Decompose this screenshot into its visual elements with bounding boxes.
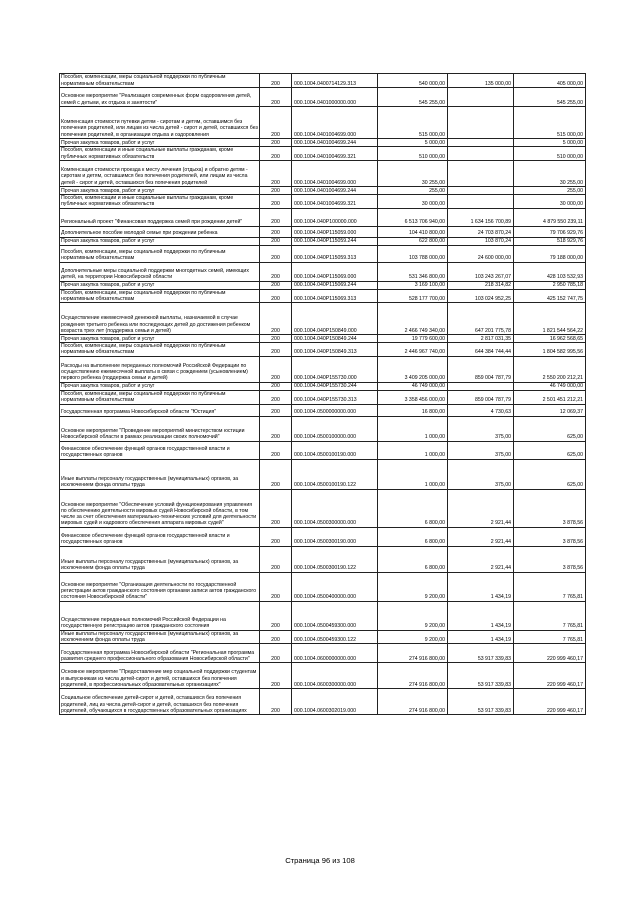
row-remaining-amount-cell: 1 804 582 995,56 [514,343,586,357]
row-admin-code-cell: 200 [260,161,292,187]
row-executed-amount-cell [448,195,514,209]
row-admin-code-cell: 200 [260,88,292,107]
row-executed-amount-cell: 53 917 339,83 [448,663,514,689]
row-classification-code-cell: 000.1004.0600300000.000 [292,663,378,689]
row-classification-code-cell: 000.1004.0401004699.321 [292,147,378,161]
table-row [60,195,586,209]
row-remaining-amount-cell: 220 999 460,17 [514,644,586,663]
table-row [60,663,586,689]
table-row [60,459,586,489]
table-row [60,88,586,107]
row-executed-amount-cell: 1 434,19 [448,630,514,644]
row-executed-amount-cell: 103 870,24 [448,237,514,245]
row-executed-amount-cell: 2 921,44 [448,546,514,572]
row-name-cell: Иные выплаты персоналу государственных (муниципальных) органов, за исключением фонда оплаты труда [60,546,260,572]
row-name-cell: Пособия, компенсации, меры социальной поддержки по публичным нормативным обязательствам [60,390,260,404]
row-executed-amount-cell: 2 921,44 [448,489,514,527]
row-remaining-amount-cell: 255,00 [514,187,586,195]
row-executed-amount-cell: 859 004 787,79 [448,356,514,382]
row-remaining-amount-cell: 625,00 [514,459,586,489]
row-admin-code-cell: 200 [260,689,292,715]
table-row [60,390,586,404]
row-approved-amount-cell: 255,00 [378,187,448,195]
row-remaining-amount-cell: 79 706 929,76 [514,226,586,237]
row-admin-code-cell: 200 [260,208,292,226]
row-remaining-amount-cell: 4 879 550 239,11 [514,208,586,226]
row-remaining-amount-cell: 30 000,00 [514,195,586,209]
row-approved-amount-cell: 528 177 700,00 [378,289,448,303]
row-name-cell: Прочая закупка товаров, работ и услуг [60,281,260,289]
row-approved-amount-cell: 6 800,00 [378,489,448,527]
row-admin-code-cell: 200 [260,195,292,209]
row-name-cell: Иные выплаты персоналу государственных (муниципальных) органов, за исключением фонда оплаты труда [60,459,260,489]
row-admin-code-cell: 200 [260,416,292,441]
table-row [60,343,586,357]
table-row [60,281,586,289]
table-row [60,262,586,281]
row-executed-amount-cell: 24 600 000,00 [448,245,514,262]
row-classification-code-cell: 000.1004.0500300000.000 [292,489,378,527]
row-classification-code-cell: 000.1004.040P150849.313 [292,343,378,357]
table-row [60,416,586,441]
table-row [60,226,586,237]
table-row [60,630,586,644]
budget-table-body [60,74,586,715]
row-remaining-amount-cell: 518 929,76 [514,237,586,245]
row-approved-amount-cell: 622 800,00 [378,237,448,245]
table-row [60,644,586,663]
row-approved-amount-cell: 531 346 800,00 [378,262,448,281]
row-classification-code-cell: 000.1004.0500000000.000 [292,404,378,416]
row-classification-code-cell: 000.1004.040P155730.000 [292,356,378,382]
row-approved-amount-cell: 540 000,00 [378,74,448,88]
table-row [60,161,586,187]
row-name-cell: Социальное обеспечение детей-сирот и детей, оставшихся без попечения родителей, лиц из числа детей-сирот и детей, оставшихся без попечения родителей, обучающихся в государственных образовательных организациях [60,689,260,715]
row-approved-amount-cell: 510 000,00 [378,147,448,161]
row-admin-code-cell: 200 [260,245,292,262]
row-remaining-amount-cell: 3 878,56 [514,546,586,572]
row-executed-amount-cell: 2 817 031,35 [448,335,514,343]
row-name-cell: Компенсация стоимости путевки детям - сиротам и детям, оставшимся без попечения родителей, или лицам из числа детей - сирот и детей, оставшихся без попечения родителей, в организации отдыха и оздоровления [60,107,260,139]
row-approved-amount-cell: 3 409 205 000,00 [378,356,448,382]
row-admin-code-cell: 200 [260,281,292,289]
row-name-cell: Осуществление переданных полномочий Российской Федерации на государственную регистрацию актов гражданского состояния [60,601,260,630]
row-admin-code-cell: 200 [260,335,292,343]
table-row [60,74,586,88]
row-executed-amount-cell: 2 921,44 [448,527,514,546]
row-admin-code-cell: 200 [260,303,292,335]
row-approved-amount-cell: 5 000,00 [378,139,448,147]
table-row [60,382,586,390]
row-executed-amount-cell: 103 243 267,07 [448,262,514,281]
row-admin-code-cell: 200 [260,139,292,147]
row-remaining-amount-cell: 30 255,00 [514,161,586,187]
row-admin-code-cell: 200 [260,546,292,572]
table-row [60,335,586,343]
row-name-cell: Пособия, компенсации, меры социальной поддержки по публичным нормативным обязательствам [60,74,260,88]
row-remaining-amount-cell: 220 999 460,17 [514,663,586,689]
row-approved-amount-cell: 9 200,00 [378,630,448,644]
row-name-cell: Иные выплаты персоналу государственных (муниципальных) органов, за исключением фонда оплаты труда [60,630,260,644]
row-admin-code-cell: 200 [260,262,292,281]
row-admin-code-cell: 200 [260,147,292,161]
row-remaining-amount-cell: 1 821 544 564,22 [514,303,586,335]
row-remaining-amount-cell: 510 000,00 [514,147,586,161]
row-approved-amount-cell: 545 255,00 [378,88,448,107]
row-admin-code-cell: 200 [260,572,292,601]
row-name-cell: Основное мероприятие "Обеспечение условий функционирования управления по обеспечению деятельности мировых судей Новосибирской области, в том числе за счет обеспечения материально-технических условий для деятельности мировых судей и кадрового обеспечения аппарата мировых судей" [60,489,260,527]
row-classification-code-cell: 000.1004.0401004699.321 [292,195,378,209]
budget-table [59,73,586,715]
row-name-cell: Пособия, компенсации, меры социальной поддержки по публичным нормативным обязательствам [60,289,260,303]
row-approved-amount-cell: 46 749 000,00 [378,382,448,390]
row-executed-amount-cell: 4 730,63 [448,404,514,416]
row-approved-amount-cell: 6 800,00 [378,546,448,572]
row-remaining-amount-cell: 7 765,81 [514,630,586,644]
row-admin-code-cell: 200 [260,527,292,546]
table-row [60,546,586,572]
row-executed-amount-cell: 218 314,82 [448,281,514,289]
row-remaining-amount-cell: 2 501 451 212,21 [514,390,586,404]
row-approved-amount-cell: 2 446 967 740,00 [378,343,448,357]
row-remaining-amount-cell: 12 069,37 [514,404,586,416]
row-classification-code-cell: 000.1004.0500300190.000 [292,527,378,546]
row-admin-code-cell: 200 [260,644,292,663]
row-name-cell: Региональный проект "Финансовая поддержка семей при рождении детей" [60,208,260,226]
row-classification-code-cell: 000.1004.0401004699.244 [292,187,378,195]
row-classification-code-cell: 000.1004.0500100000.000 [292,416,378,441]
row-classification-code-cell: 000.1004.0401004699.244 [292,139,378,147]
table-row [60,404,586,416]
row-executed-amount-cell: 647 201 775,78 [448,303,514,335]
row-approved-amount-cell: 274 916 800,00 [378,644,448,663]
row-classification-code-cell: 000.1004.0600302019.000 [292,689,378,715]
row-classification-code-cell: 000.1004.040P115059.244 [292,237,378,245]
row-classification-code-cell: 000.1004.0500100190.122 [292,459,378,489]
row-admin-code-cell: 200 [260,343,292,357]
row-approved-amount-cell: 274 916 800,00 [378,663,448,689]
table-row [60,208,586,226]
row-remaining-amount-cell: 428 103 532,93 [514,262,586,281]
row-classification-code-cell: 000.1004.0500300190.122 [292,546,378,572]
row-executed-amount-cell: 103 024 952,25 [448,289,514,303]
row-name-cell: Прочая закупка товаров, работ и услуг [60,335,260,343]
row-remaining-amount-cell: 545 255,00 [514,88,586,107]
row-admin-code-cell: 200 [260,601,292,630]
table-row [60,356,586,382]
row-executed-amount-cell [448,139,514,147]
row-approved-amount-cell: 104 410 800,00 [378,226,448,237]
row-classification-code-cell: 000.1004.040P150849.000 [292,303,378,335]
row-approved-amount-cell: 1 000,00 [378,459,448,489]
row-approved-amount-cell: 1 000,00 [378,416,448,441]
row-classification-code-cell: 000.1004.040P115069.244 [292,281,378,289]
row-executed-amount-cell: 1 434,19 [448,601,514,630]
row-admin-code-cell: 200 [260,237,292,245]
table-row [60,303,586,335]
row-name-cell: Прочая закупка товаров, работ и услуг [60,237,260,245]
row-name-cell: Пособия, компенсации, меры социальной поддержки по публичным нормативным обязательствам [60,245,260,262]
row-approved-amount-cell: 16 800,00 [378,404,448,416]
table-row [60,489,586,527]
table-row [60,572,586,601]
row-classification-code-cell: 000.1004.040P115059.313 [292,245,378,262]
row-approved-amount-cell: 9 200,00 [378,572,448,601]
row-remaining-amount-cell: 425 152 747,75 [514,289,586,303]
row-approved-amount-cell: 103 788 000,00 [378,245,448,262]
row-remaining-amount-cell: 7 765,81 [514,601,586,630]
table-row [60,107,586,139]
row-name-cell: Расходы на выполнение переданных полномочий Российской Федерации по осуществлению ежемесячной выплаты в связи с рождением (усыновлением) первого ребенка (поддержка семьи и детей) [60,356,260,382]
row-remaining-amount-cell: 5 000,00 [514,139,586,147]
row-approved-amount-cell: 6 800,00 [378,527,448,546]
table-row [60,187,586,195]
row-admin-code-cell: 200 [260,663,292,689]
row-approved-amount-cell: 3 169 100,00 [378,281,448,289]
budget-table-region [59,73,585,715]
table-row [60,245,586,262]
row-approved-amount-cell: 274 916 800,00 [378,689,448,715]
table-row [60,237,586,245]
page-footer: Страница 96 из 108 [285,856,355,865]
row-classification-code-cell: 000.1004.040P115069.000 [292,262,378,281]
row-name-cell: Компенсация стоимости проезда к месту лечения (отдыха) и обратно детям - сиротам и детям, оставшимся без попечения родителей, или лицам из числа детей - сирот и детей, оставшихся без попечения родителей [60,161,260,187]
row-remaining-amount-cell: 515 000,00 [514,107,586,139]
row-executed-amount-cell: 1 634 156 700,89 [448,208,514,226]
row-executed-amount-cell: 135 000,00 [448,74,514,88]
row-classification-code-cell: 000.1004.040P155730.313 [292,390,378,404]
row-classification-code-cell: 000.1004.0500400000.000 [292,572,378,601]
row-name-cell: Прочая закупка товаров, работ и услуг [60,382,260,390]
row-admin-code-cell: 200 [260,489,292,527]
row-executed-amount-cell [448,187,514,195]
row-remaining-amount-cell: 46 749 000,00 [514,382,586,390]
row-executed-amount-cell [448,382,514,390]
row-admin-code-cell: 200 [260,226,292,237]
row-name-cell: Пособия, компенсации и иные социальные выплаты гражданам, кроме публичных нормативных обязательств [60,147,260,161]
row-executed-amount-cell: 375,00 [448,459,514,489]
row-name-cell: Финансовое обеспечение функций органов государственной власти и государственных органов [60,527,260,546]
row-executed-amount-cell [448,147,514,161]
row-approved-amount-cell: 6 513 706 940,00 [378,208,448,226]
row-executed-amount-cell [448,107,514,139]
row-admin-code-cell: 200 [260,459,292,489]
row-name-cell: Пособия, компенсации, меры социальной поддержки по публичным нормативным обязательствам [60,343,260,357]
row-executed-amount-cell: 1 434,19 [448,572,514,601]
row-admin-code-cell: 200 [260,390,292,404]
row-executed-amount-cell: 53 917 339,83 [448,689,514,715]
row-name-cell: Прочая закупка товаров, работ и услуг [60,187,260,195]
row-classification-code-cell: 000.1004.040P150849.244 [292,335,378,343]
row-name-cell: Пособия, компенсации и иные социальные выплаты гражданам, кроме публичных нормативных обязательств [60,195,260,209]
row-approved-amount-cell: 515 000,00 [378,107,448,139]
row-executed-amount-cell: 375,00 [448,441,514,459]
table-row [60,527,586,546]
row-approved-amount-cell: 3 358 456 000,00 [378,390,448,404]
row-name-cell: Прочая закупка товаров, работ и услуг [60,139,260,147]
row-name-cell: Основное мероприятие "Организация деятельности по государственной регистрации актов гражданского состояния органами записи актов гражданского состояния Новосибирской области" [60,572,260,601]
row-remaining-amount-cell: 2 950 785,18 [514,281,586,289]
table-row [60,601,586,630]
row-classification-code-cell: 000.1004.0500459300.122 [292,630,378,644]
row-classification-code-cell: 000.1004.0401000000.000 [292,88,378,107]
row-name-cell: Государственная программа Новосибирской области "Региональная программа развития среднего профессионального образования Новосибирской области" [60,644,260,663]
row-admin-code-cell: 200 [260,630,292,644]
row-executed-amount-cell [448,161,514,187]
row-admin-code-cell: 200 [260,187,292,195]
row-name-cell: Дополнительные меры социальной поддержки многодетных семей, имеющих детей, на территории Новосибирской области [60,262,260,281]
row-approved-amount-cell: 30 000,00 [378,195,448,209]
row-name-cell: Дополнительное пособие молодой семье при рождении ребенка [60,226,260,237]
row-remaining-amount-cell: 7 765,81 [514,572,586,601]
row-classification-code-cell: 000.1004.0500459300.000 [292,601,378,630]
row-name-cell: Основное мероприятие "Предоставление мер социальной поддержки студентам и выпускникам из числа детей-сирот и детей, оставшихся без попечения родителей, в профессиональных образовательных организациях" [60,663,260,689]
row-admin-code-cell: 200 [260,404,292,416]
row-classification-code-cell: 000.1004.040P115059.000 [292,226,378,237]
row-approved-amount-cell: 30 255,00 [378,161,448,187]
row-executed-amount-cell [448,88,514,107]
row-remaining-amount-cell: 16 962 568,65 [514,335,586,343]
row-name-cell: Осуществление ежемесячной денежной выплаты, назначаемой в случае рождения третьего ребенка или последующих детей до достижения ребенком возраста трех лет (поддержка семьи и детей) [60,303,260,335]
row-name-cell: Финансовое обеспечение функций органов государственной власти и государственных органов [60,441,260,459]
row-approved-amount-cell: 9 200,00 [378,601,448,630]
table-row [60,139,586,147]
row-approved-amount-cell: 19 779 600,00 [378,335,448,343]
row-remaining-amount-cell: 2 550 200 212,21 [514,356,586,382]
row-executed-amount-cell: 53 917 339,83 [448,644,514,663]
row-name-cell: Основное мероприятие "Реализация современных форм оздоровления детей, семей с детьми, их отдыха и занятости" [60,88,260,107]
row-remaining-amount-cell: 3 878,56 [514,527,586,546]
row-remaining-amount-cell: 3 878,56 [514,489,586,527]
row-executed-amount-cell: 375,00 [448,416,514,441]
row-approved-amount-cell: 1 000,00 [378,441,448,459]
row-approved-amount-cell: 2 466 749 340,00 [378,303,448,335]
row-admin-code-cell: 200 [260,289,292,303]
row-remaining-amount-cell: 625,00 [514,416,586,441]
row-admin-code-cell: 200 [260,441,292,459]
table-row [60,689,586,715]
row-classification-code-cell: 000.1004.040P100000.000 [292,208,378,226]
row-remaining-amount-cell: 405 000,00 [514,74,586,88]
row-name-cell: Государственная программа Новосибирской области "Юстиция" [60,404,260,416]
row-admin-code-cell: 200 [260,107,292,139]
row-remaining-amount-cell: 625,00 [514,441,586,459]
row-classification-code-cell: 000.1004.0400714129.313 [292,74,378,88]
table-row [60,147,586,161]
row-remaining-amount-cell: 220 999 460,17 [514,689,586,715]
row-admin-code-cell: 200 [260,356,292,382]
row-executed-amount-cell: 644 384 744,44 [448,343,514,357]
row-classification-code-cell: 000.1004.0500100190.000 [292,441,378,459]
row-executed-amount-cell: 859 004 787,79 [448,390,514,404]
row-admin-code-cell: 200 [260,74,292,88]
row-classification-code-cell: 000.1004.0401004699.000 [292,161,378,187]
row-classification-code-cell: 000.1004.0600000000.000 [292,644,378,663]
row-classification-code-cell: 000.1004.040P115069.313 [292,289,378,303]
row-executed-amount-cell: 24 703 870,24 [448,226,514,237]
row-name-cell: Основное мероприятие "Проведение мероприятий министерством юстиции Новосибирской области в рамках реализации своих полномочий" [60,416,260,441]
row-classification-code-cell: 000.1004.0401004699.000 [292,107,378,139]
table-row [60,441,586,459]
row-classification-code-cell: 000.1004.040P155730.244 [292,382,378,390]
row-admin-code-cell: 200 [260,382,292,390]
table-row [60,289,586,303]
row-remaining-amount-cell: 79 188 000,00 [514,245,586,262]
